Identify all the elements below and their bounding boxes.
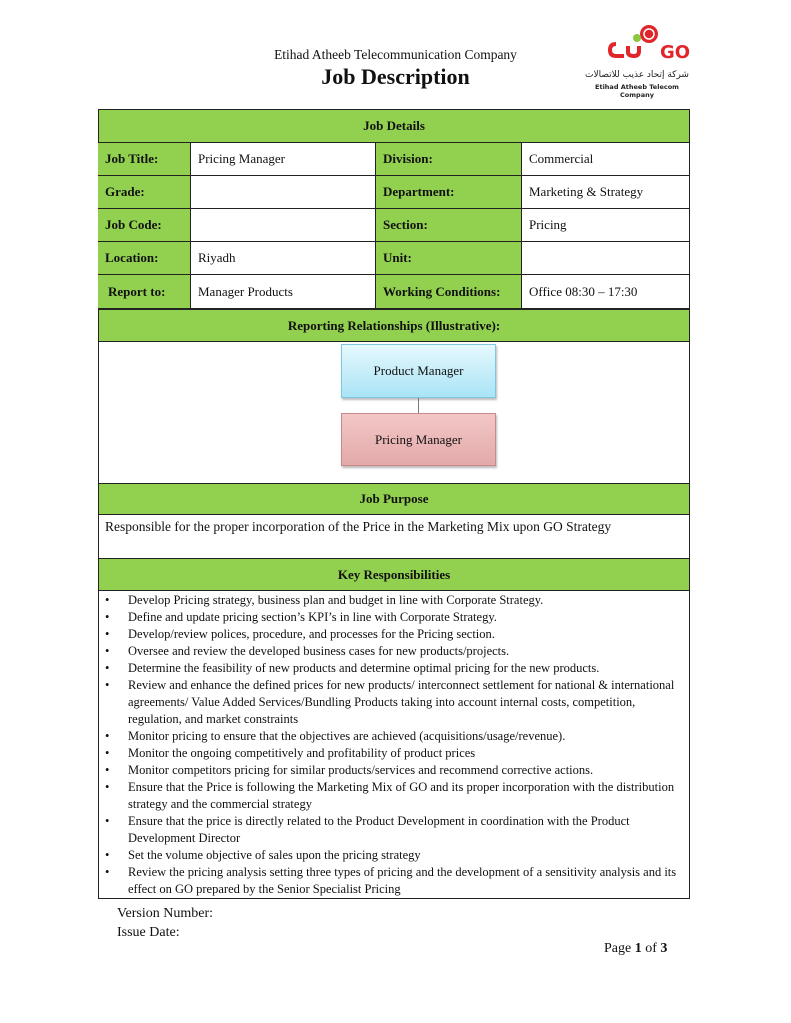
list-item: • Ensure that the price is directly related to the Product Development in coordination with the Product Development Director	[104, 813, 688, 847]
org-chart-product-manager: Product Manager	[341, 344, 496, 398]
list-item: • Oversee and review the developed business cases for new products/projects.	[104, 643, 688, 660]
list-item: • Develop Pricing strategy, business plan and budget in line with Corporate Strategy.	[104, 592, 688, 609]
company-logo	[578, 22, 698, 99]
logo-text: GO	[660, 42, 691, 60]
list-item: • Review and enhance the defined prices for new products/ interconnect settlement for national & international agreements/ Value Added Services/Bundling Products taking into account internal costs, competition, regulation, and market constraints	[104, 677, 688, 728]
job-code-label: Job Code:	[98, 209, 191, 241]
table-row	[98, 242, 690, 275]
table-row	[98, 143, 690, 176]
location-label: Location:	[98, 242, 191, 274]
department-value: Marketing & Strategy	[529, 184, 644, 199]
table-row	[98, 275, 690, 309]
list-item: • Monitor competitors pricing for similar products/services and recommend corrective actions.	[104, 762, 688, 779]
responsibilities-list	[104, 592, 688, 898]
table-row	[98, 209, 690, 242]
version-number-label: Version Number:	[117, 906, 214, 921]
unit-label: Unit:	[376, 242, 522, 274]
page-prefix: Page	[604, 941, 632, 956]
list-item: • Develop/review polices, procedure, and processes for the Pricing section.	[104, 626, 688, 643]
list-item: • Monitor pricing to ensure that the objectives are achieved (acquisitions/usage/revenue).	[104, 728, 688, 745]
list-item: • Define and update pricing section’s KPI’s in line with Corporate Strategy.	[104, 609, 688, 626]
key-responsibilities-heading: Key Responsibilities	[98, 558, 690, 591]
table-row	[98, 176, 690, 209]
division-label: Division:	[376, 143, 522, 175]
job-purpose-heading: Job Purpose	[98, 483, 690, 515]
division-value: Commercial	[529, 151, 594, 166]
logo-arabic-text: شركة إتحاد عذيب للاتصالات	[585, 70, 689, 80]
grade-value	[191, 176, 376, 208]
job-title-value: Pricing Manager	[191, 143, 376, 175]
grade-label: Grade:	[98, 176, 191, 208]
report-to-label: Report to:	[98, 275, 191, 308]
go-logo-icon	[602, 22, 694, 60]
list-item: • Set the volume objective of sales upon the pricing strategy	[104, 847, 688, 864]
section-value: Pricing	[529, 217, 567, 232]
report-to-value: Manager Products	[191, 275, 376, 308]
job-purpose-text: Responsible for the proper incorporation of the Price in the Marketing Mix upon GO Strategy	[105, 519, 612, 534]
reporting-relationships-heading: Reporting Relationships (Illustrative):	[98, 309, 690, 342]
department-label: Department:	[376, 176, 522, 208]
job-title-label: Job Title:	[98, 143, 191, 175]
job-code-value	[191, 209, 376, 241]
page-total: 3	[660, 941, 668, 956]
list-item: • Determine the feasibility of new products and determine optimal pricing for the new products.	[104, 660, 688, 677]
list-item: • Monitor the ongoing competitively and profitability of product prices	[104, 745, 688, 762]
document-title: Job Description	[321, 64, 470, 89]
page-of: of	[645, 941, 657, 956]
section-label: Section:	[376, 209, 522, 241]
list-item: • Ensure that the Price is following the Marketing Mix of GO and its proper incorporation with the distribution strategy and the commercial strategy	[104, 779, 688, 813]
working-conditions-value: Office 08:30 – 17:30	[529, 283, 638, 299]
unit-value	[522, 242, 690, 274]
page-current: 1	[634, 941, 642, 956]
page-number	[604, 941, 667, 957]
working-conditions-label: Working Conditions:	[376, 275, 522, 308]
list-item: • Review the pricing analysis setting three types of pricing and the development of a sensitivity analysis and its effect on GO prepared by the Senior Specialist Pricing	[104, 864, 688, 898]
logo-english-text: Etihad Atheeb Telecom Company	[595, 83, 679, 99]
issue-date-label: Issue Date:	[117, 925, 180, 940]
org-chart-pricing-manager: Pricing Manager	[341, 413, 496, 466]
org-chart-connector	[418, 398, 419, 413]
company-name: Etihad Atheeb Telecommunication Company	[274, 47, 517, 62]
job-details-heading: Job Details	[98, 109, 690, 143]
location-value: Riyadh	[191, 242, 376, 274]
